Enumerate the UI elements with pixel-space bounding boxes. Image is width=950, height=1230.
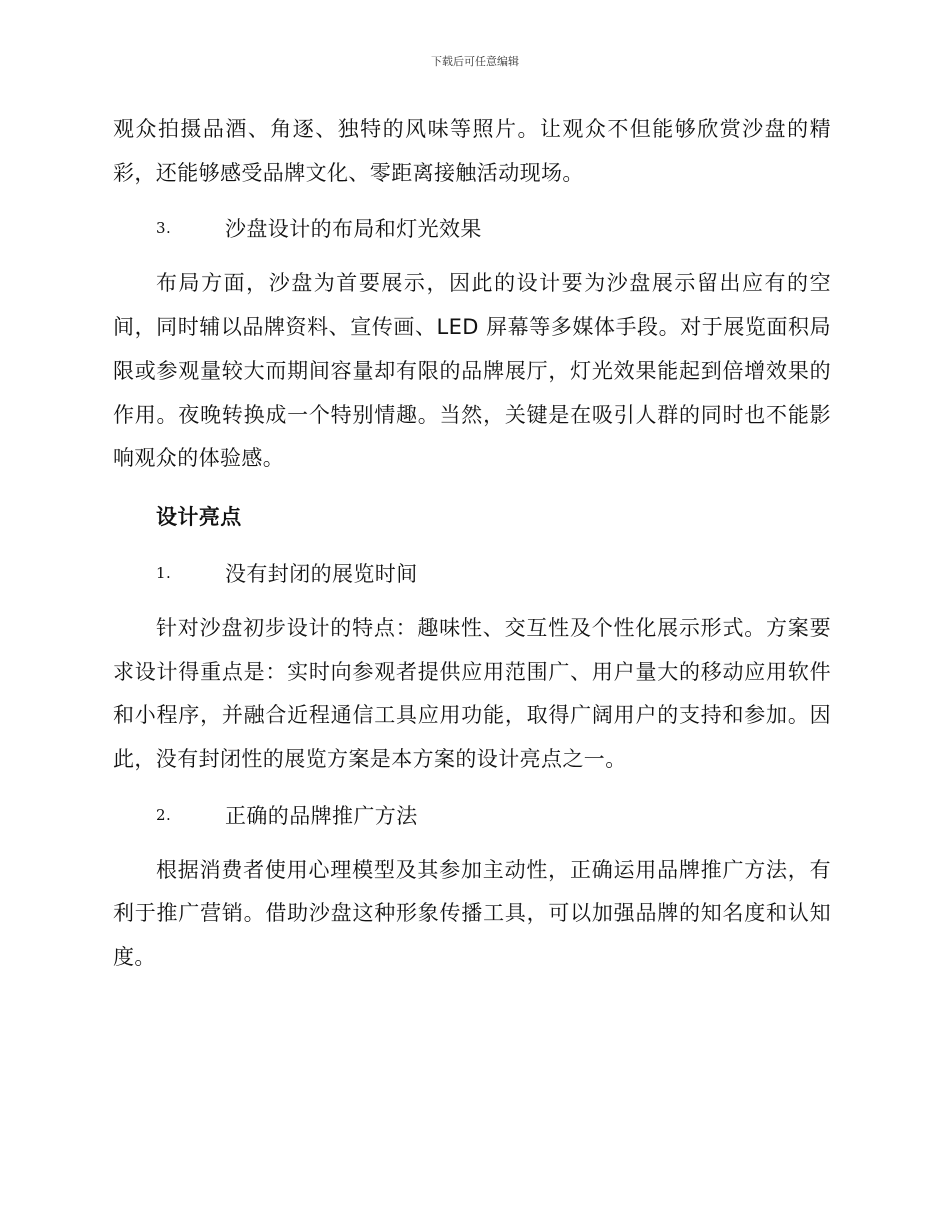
paragraph-layout: 布局方面，沙盘为首要展示，因此的设计要为沙盘展示留出应有的空间，同时辅以品牌资料、宣传画、LED 屏幕等多媒体手段。对于展览面积局限或参观量较大而期间容量却有限的品牌展厅，灯光效果能起到倍增效果的作用。夜晚转换成一个特别情趣。当然，关键是在吸引人群的同时也不能影响观众的体验感。 xyxy=(113,271,831,471)
page-header: 下载后可任意编辑 xyxy=(431,55,519,68)
list-item-layout-lighting xyxy=(113,206,831,250)
paragraph-continued: 观众拍摄品酒、角逐、独特的风味等照片。让观众不但能够欣赏沙盘的精彩，还能够感受品牌文化、零距离接触活动现场。 xyxy=(113,117,831,185)
list-item-heading: 没有封闭的展览时间 xyxy=(225,561,418,586)
document-body xyxy=(113,108,831,980)
list-item-heading: 正确的品牌推广方法 xyxy=(225,803,418,828)
list-item-number: 1. xyxy=(156,563,172,582)
list-item-open-exhibition xyxy=(113,551,831,595)
list-item-number: 2. xyxy=(156,805,172,824)
paragraph-brand-promotion: 根据消费者使用心理模型及其参加主动性，正确运用品牌推广方法，有利于推广营销。借助沙盘这种形象传播工具，可以加强品牌的知名度和认知度。 xyxy=(113,857,831,970)
list-item-heading: 沙盘设计的布局和灯光效果 xyxy=(225,217,482,242)
section-heading-highlights: 设计亮点 xyxy=(156,504,242,529)
list-item-number: 3. xyxy=(156,219,172,238)
paragraph-open-exhibition: 针对沙盘初步设计的特点：趣味性、交互性及个性化展示形式。方案要求设计得重点是：实时向参观者提供应用范围广、用户量大的移动应用软件和小程序，并融合近程通信工具应用功能，取得广阔用户的支持和参加。因此，没有封闭性的展览方案是本方案的设计亮点之一。 xyxy=(113,615,831,772)
list-item-brand-promotion xyxy=(113,793,831,837)
